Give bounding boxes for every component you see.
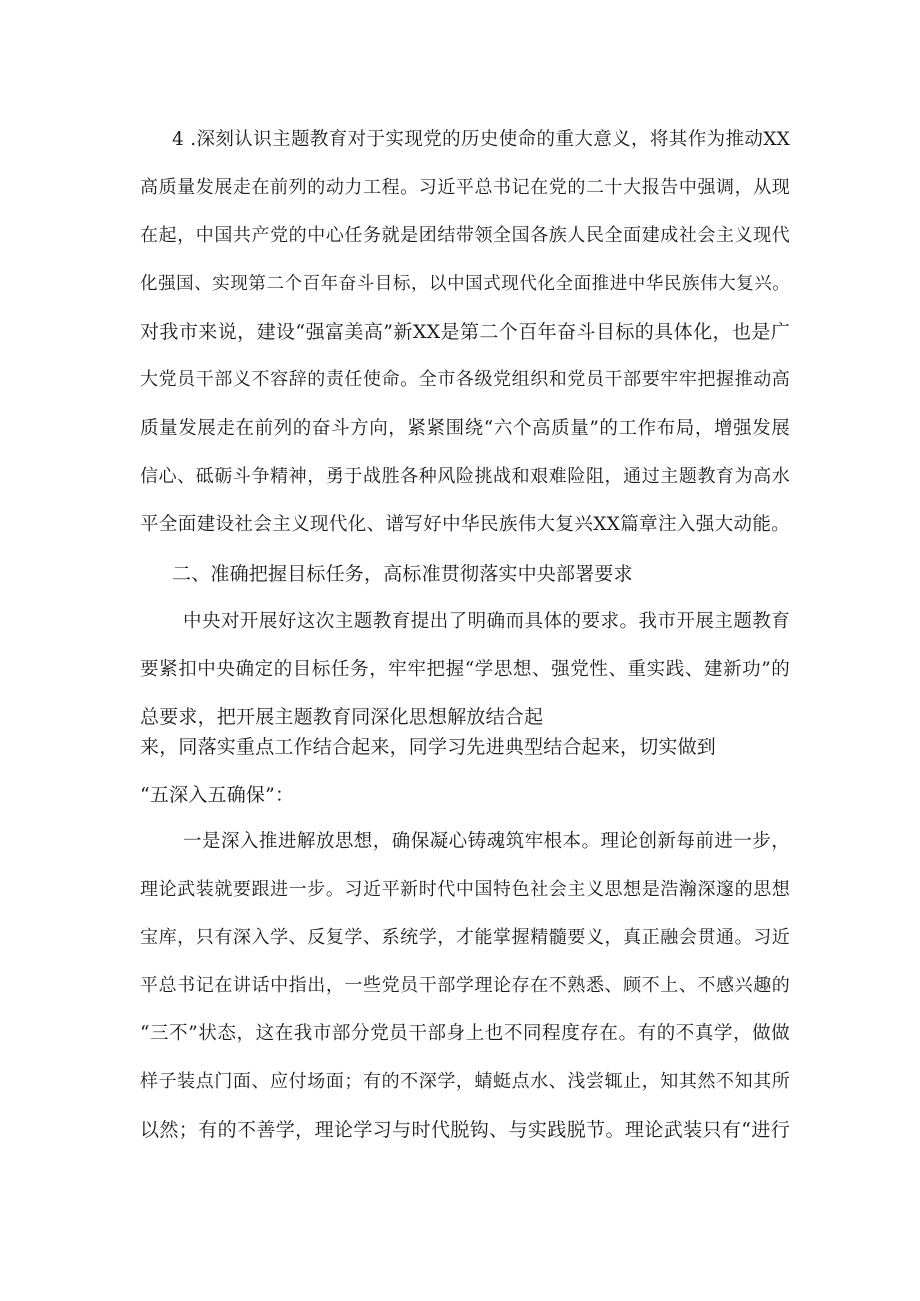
section-4-line-2: 高质量发展走在前列的动力工程。习近平总书记在党的二十大报告中强调，从现 <box>140 177 790 198</box>
section-4-line-9: 平全面建设社会主义现代化、谱写好中华民族伟大复兴XX篇章注入强大动能。 <box>140 514 790 535</box>
section-4-line-4: 化强国、实现第二个百年奋斗目标，以中国式现代化全面推进中华民族伟大复兴。 <box>140 274 790 294</box>
section-4-line-6: 大党员干部义不容辞的责任使命。全市各级党组织和党员干部要牢牢把握推动高 <box>140 369 790 390</box>
item-1-line-6: 样子装点门面、应付场面；有的不深学，蜻蜓点水、浅尝辄止，知其然不知其所 <box>140 1071 790 1092</box>
intro-line-1: 中央对开展好这次主题教育提出了明确而具体的要求。我市开展主题教育 <box>183 611 790 632</box>
item-1-line-1: 一是深入推进解放思想，确保凝心铸魂筑牢根本。理论创新每前进一步， <box>183 831 790 852</box>
intro-line-5: “五深入五确保”： <box>140 784 295 806</box>
item-1-line-3: 宝库，只有深入学、反复学、系统学，才能掌握精髓要义，真正融会贯通。习近 <box>140 927 790 948</box>
intro-line-3: 总要求，把开展主题教育同深化思想解放结合起 <box>140 706 544 728</box>
item-1-line-2: 理论武装就要跟进一步。习近平新时代中国特色社会主义思想是浩瀚深邃的思想 <box>140 879 790 900</box>
intro-line-4: 来，同落实重点工作结合起来，同学习先进典型结合起来，切实做到 <box>140 736 717 758</box>
section-4-line-7: 质量发展走在前列的奋斗方向，紧紧围绕“六个高质量”的工作布局，增强发展 <box>140 418 790 439</box>
section-4-line-3: 在起，中国共产党的中心任务就是团结带领全国各族人民全面建成社会主义现代 <box>140 225 790 246</box>
section-4-line-8: 信心、砥砺斗争精神，勇于战胜各种风险挑战和艰难险阻，通过主题教育为高水 <box>140 466 790 487</box>
item-1-line-7: 以然；有的不善学，理论学习与时代脱钩、与实践脱节。理论武装只有“进行 <box>140 1119 790 1141</box>
section-heading: 二、准确把握目标任务，高标准贯彻落实中央部署要求 <box>172 563 633 585</box>
item-1-line-4: 平总书记在讲话中指出，一些党员干部学理论存在不熟悉、顾不上、不感兴趣的 <box>140 975 790 996</box>
section-4-line-5: 对我市来说，建设“强富美高”新XX是第二个百年奋斗目标的具体化，也是广 <box>140 321 790 343</box>
intro-line-2: 要紧扣中央确定的目标任务，牢牢把握“学思想、强党性、重实践、建新功”的 <box>140 659 790 680</box>
item-1-line-5: “三不”状态，这在我市部分党员干部身上也不同程度存在。有的不真学，做做 <box>140 1023 790 1044</box>
section-4-line-1: 4 .深刻认识主题教育对于实现党的历史使命的重大意义，将其作为推动XX <box>172 129 790 150</box>
